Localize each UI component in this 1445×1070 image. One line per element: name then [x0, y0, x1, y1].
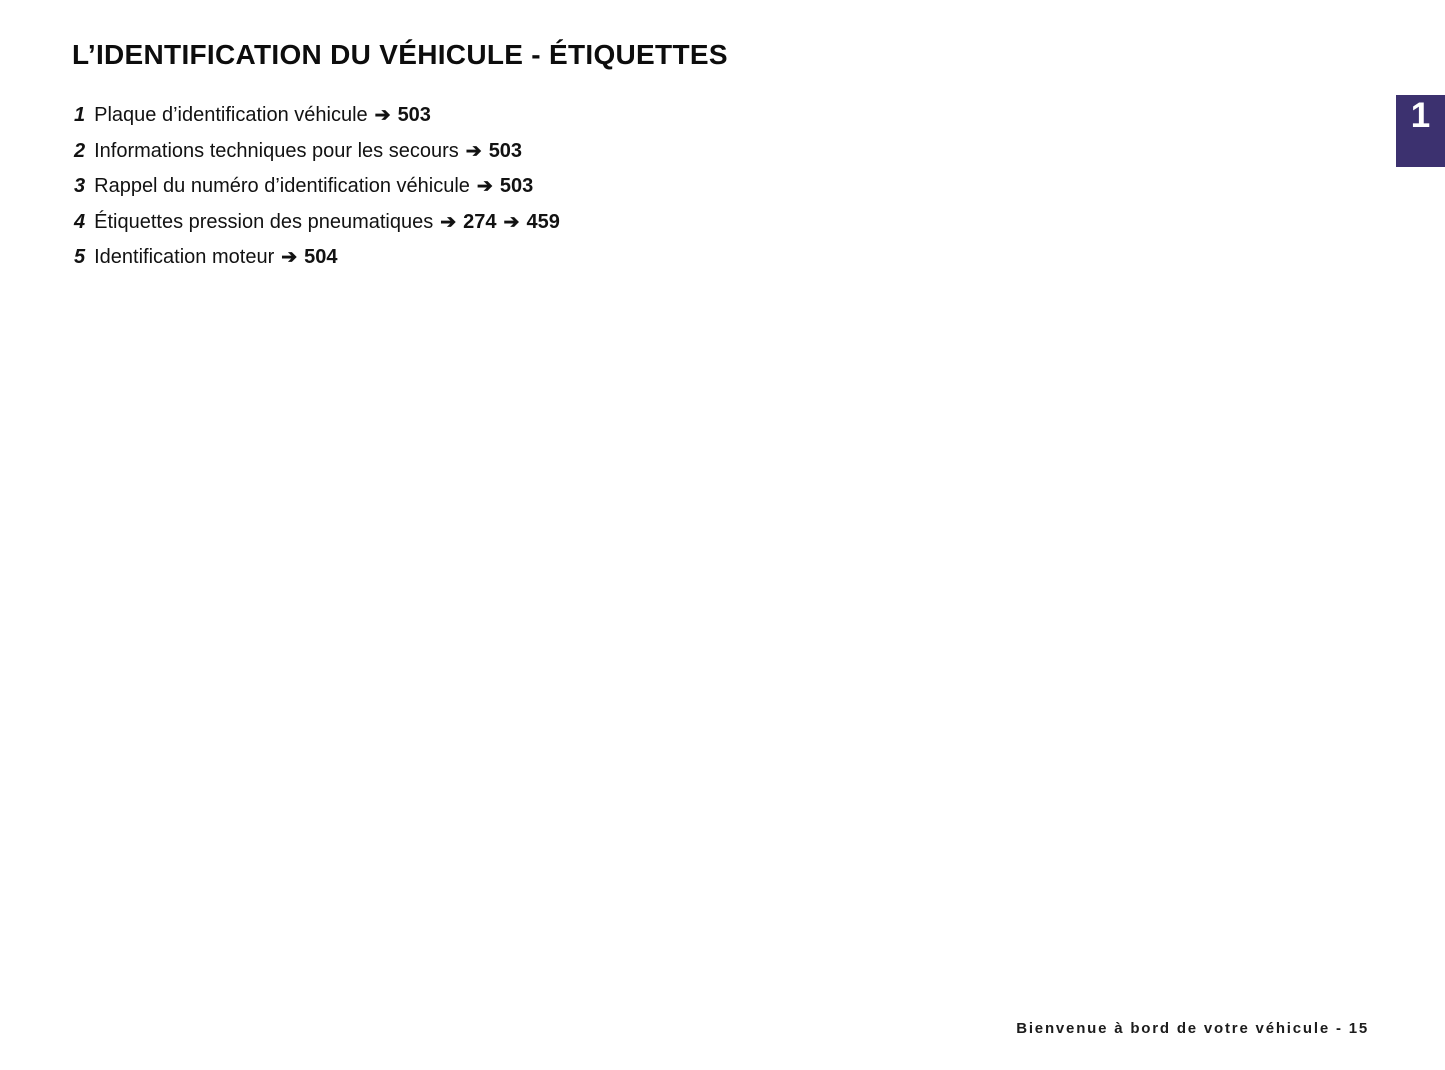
- page-ref-link[interactable]: [459, 140, 522, 163]
- identification-item-list: [74, 98, 560, 276]
- arrow-right-icon: ➔: [374, 105, 391, 127]
- page-ref-link[interactable]: [497, 211, 560, 234]
- arrow-right-icon: ➔: [465, 140, 482, 162]
- arrow-right-icon: ➔: [476, 176, 493, 198]
- arrow-right-icon: ➔: [281, 247, 298, 269]
- page-ref-link[interactable]: [470, 175, 533, 198]
- page-footer: Bienvenue à bord de votre véhicule - 15: [1016, 1020, 1369, 1037]
- section-tab: [1396, 95, 1445, 167]
- item-number: 1: [74, 104, 86, 127]
- page-ref-number: 503: [499, 175, 534, 198]
- page-ref-number: 274: [463, 210, 497, 233]
- page-ref-link[interactable]: [274, 246, 337, 269]
- list-item: [74, 169, 560, 205]
- item-label: Plaque d’identification véhicule: [94, 104, 368, 127]
- list-item: [74, 205, 560, 241]
- item-label: Étiquettes pression des pneumatiques: [94, 210, 434, 233]
- page-ref-number: 503: [397, 104, 431, 127]
- item-number: 5: [74, 246, 86, 269]
- list-item: [74, 134, 560, 170]
- page-ref-number: 504: [304, 246, 338, 269]
- page-ref-link[interactable]: [433, 211, 496, 234]
- page-title: L’IDENTIFICATION DU VÉHICULE - ÉTIQUETTES: [72, 39, 728, 70]
- item-label: Informations techniques pour les secours: [94, 139, 459, 162]
- list-item: [74, 98, 560, 134]
- item-number: 3: [74, 175, 86, 198]
- page-ref-link[interactable]: [368, 104, 431, 127]
- item-label: Rappel du numéro d’identification véhicule: [94, 175, 470, 198]
- list-item: [74, 240, 560, 276]
- item-number: 4: [74, 210, 86, 233]
- arrow-right-icon: ➔: [440, 211, 457, 233]
- page-ref-number: 459: [526, 210, 560, 233]
- arrow-right-icon: ➔: [503, 211, 520, 233]
- section-tab-number: 1: [1410, 96, 1431, 135]
- item-label: Identification moteur: [94, 246, 275, 269]
- item-number: 2: [74, 139, 86, 162]
- page-ref-number: 503: [488, 139, 523, 162]
